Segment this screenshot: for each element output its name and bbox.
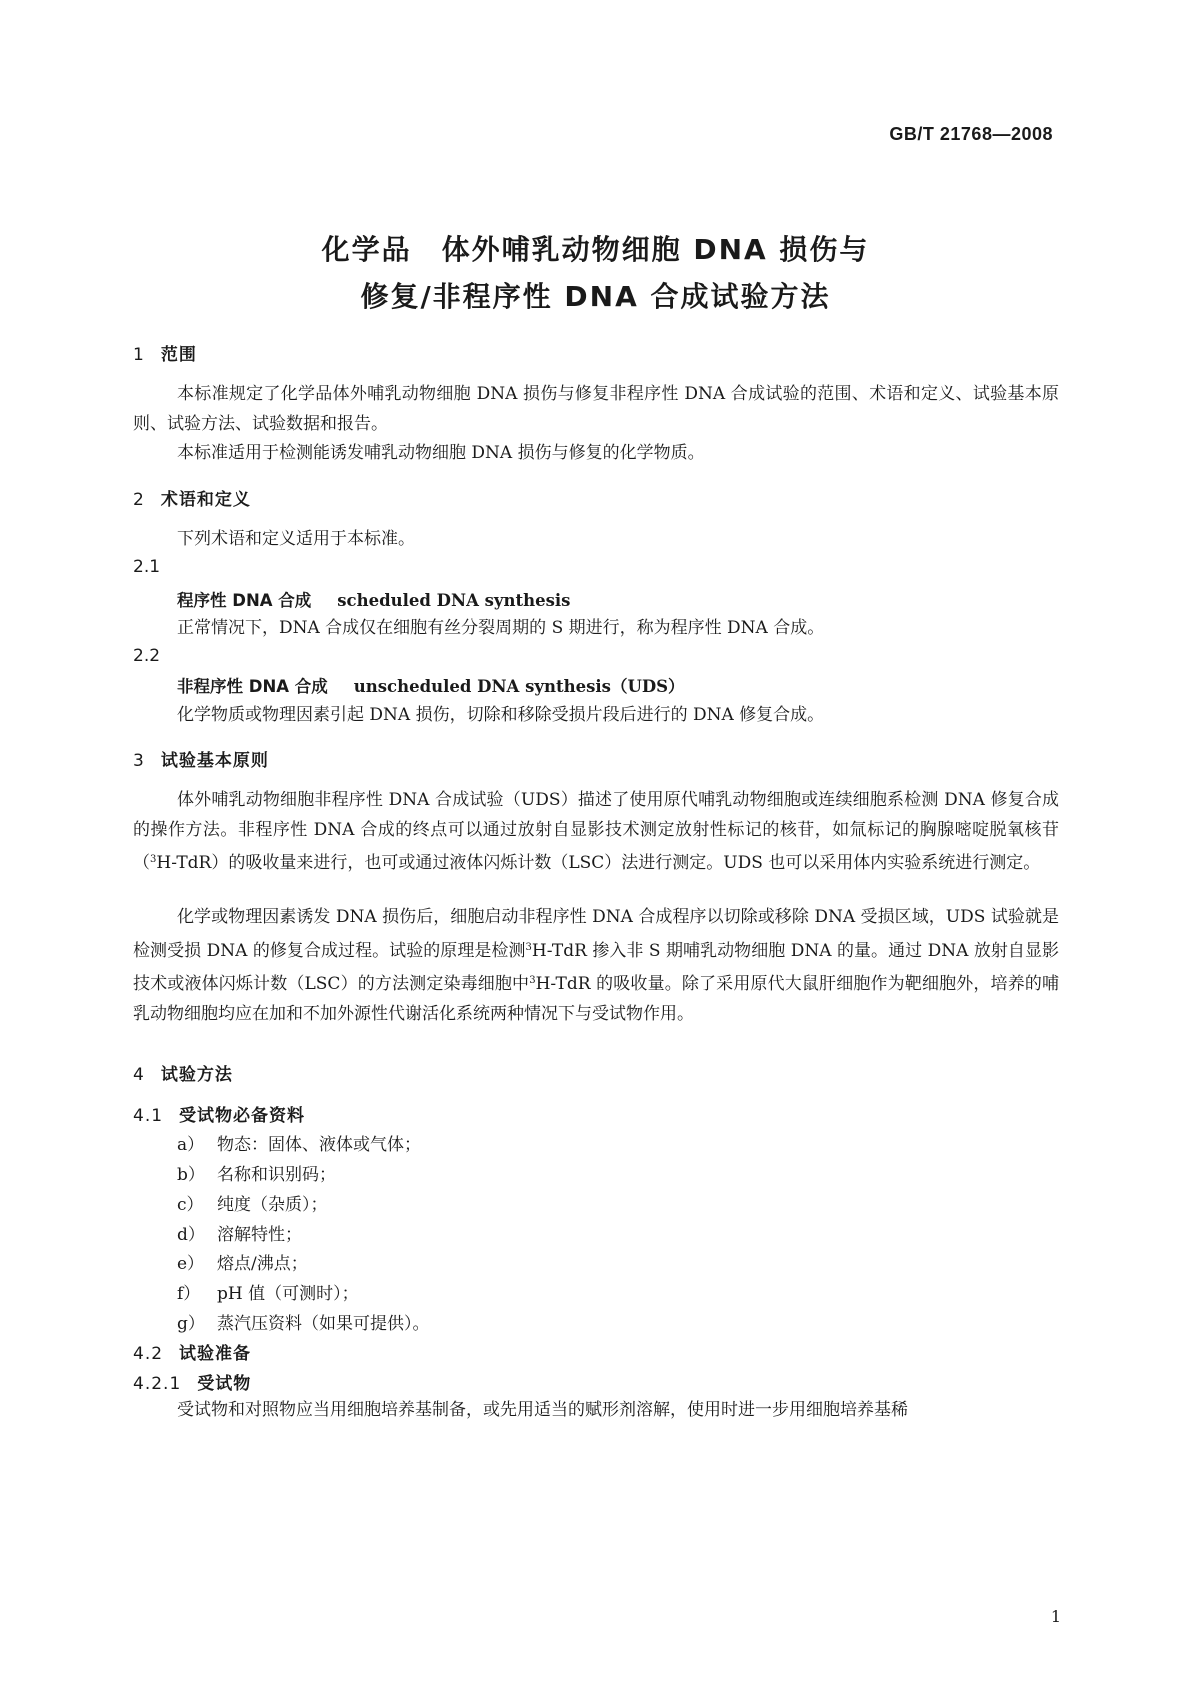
- section-3-paragraph-2: [133, 903, 1059, 1029]
- section-1-paragraph-1: 本标准规定了化学品体外哺乳动物细胞 DNA 损伤与修复非程序性 DNA 合成试验的范围、术语和定义、试验基本原则、试验方法、试验数据和报告。: [133, 384, 1059, 434]
- list-item: [177, 1220, 302, 1245]
- list-marker: g）: [177, 1314, 205, 1334]
- section-number: 4.1: [133, 1106, 164, 1126]
- list-text: 熔点/沸点；: [217, 1254, 308, 1274]
- term-chinese: 程序性 DNA 合成: [177, 591, 312, 610]
- section-title: 试验基本原则: [160, 751, 269, 771]
- list-marker: d）: [177, 1225, 205, 1245]
- text-run: H-TdR 掺入非 S 期哺乳动物细胞 DNA 的量。通过 DNA 放射自显影技术或液体闪烁计数（LSC）的方法测定染毒细胞中: [133, 940, 1059, 995]
- list-text: 蒸汽压资料（如果可提供）。: [217, 1314, 430, 1334]
- document-title-line-2: 修复/非程序性 DNA 合成试验方法: [360, 280, 831, 313]
- section-1-paragraph-2: 本标准适用于检测能诱发哺乳动物细胞 DNA 损伤与修复的化学物质。: [177, 443, 705, 463]
- section-number: 1: [133, 345, 145, 365]
- section-title: 范围: [160, 345, 197, 365]
- section-number: 4: [133, 1065, 145, 1085]
- list-text: pH 值（可测时）；: [217, 1284, 359, 1304]
- document-title-line-1: 化学品 体外哺乳动物细胞 DNA 损伤与: [321, 233, 870, 266]
- term-2-1: [177, 587, 570, 611]
- list-text: 物态：固体、液体或气体；: [217, 1135, 421, 1155]
- text-run: 体外哺乳动物细胞非程序性 DNA 合成试验（UDS）描述了使用原代哺乳动物细胞或连续细胞系检测 DNA 修复合成的操作方法。非程序性 DNA 合成的终点可以通过放射自显影技术测定放射性标记的核苷，如氚标记的胸腺嘧啶脱氧核苷（: [133, 790, 1059, 874]
- term-english: scheduled DNA synthesis: [337, 591, 571, 610]
- list-item: [177, 1130, 421, 1155]
- list-marker: b）: [177, 1165, 205, 1185]
- list-marker: a）: [177, 1135, 205, 1155]
- section-4-1-heading: [133, 1101, 305, 1126]
- list-item: [177, 1249, 308, 1274]
- section-4-2-1-heading: [133, 1369, 251, 1394]
- text-run: 化学或物理因素诱发 DNA 损伤后，细胞启动非程序性 DNA 合成程序以切除或移除 DNA 受损区域，UDS 试验就是检测受损 DNA 的修复合成过程。试验的原理是检测: [133, 907, 1059, 961]
- list-item: [177, 1309, 430, 1334]
- list-text: 溶解特性；: [217, 1225, 302, 1245]
- superscript: 3: [150, 854, 157, 866]
- section-number: 4.2: [133, 1344, 164, 1364]
- term-2-2-definition: 化学物质或物理因素引起 DNA 损伤，切除和移除受损片段后进行的 DNA 修复合成。: [177, 705, 825, 725]
- section-2-heading: [133, 485, 251, 510]
- term-2-2-number: 2.2: [133, 646, 161, 666]
- standard-code: GB/T 21768—2008: [889, 124, 1053, 144]
- text-run: H-TdR 的吸收量。除了采用原代大鼠肝细胞作为靶细胞外，培养的哺乳动物细胞均应在加和不加外源性代谢活化系统两种情况下与受试物作用。: [133, 974, 1059, 1024]
- section-4-2-heading: [133, 1339, 251, 1364]
- section-1-heading: [133, 340, 197, 365]
- list-marker: c）: [177, 1195, 204, 1215]
- term-2-2: [177, 673, 685, 697]
- list-text: 名称和识别码；: [217, 1165, 336, 1185]
- text-run: H-TdR）的吸收量来进行，也可或通过液体闪烁计数（LSC）法进行测定。UDS 也可以采用体内实验系统进行测定。: [156, 853, 1041, 874]
- section-2-paragraph-1: 下列术语和定义适用于本标准。: [177, 529, 415, 549]
- list-item: [177, 1160, 336, 1185]
- list-marker: f）: [177, 1284, 201, 1304]
- section-4-2-1-paragraph: 受试物和对照物应当用细胞培养基制备，或先用适当的赋形剂溶解，使用时进一步用细胞培养基稀: [177, 1400, 908, 1420]
- page-number: 1: [1050, 1607, 1061, 1626]
- term-2-1-definition: 正常情况下，DNA 合成仅在细胞有丝分裂周期的 S 期进行，称为程序性 DNA 合成。: [177, 618, 825, 638]
- list-marker: e）: [177, 1254, 205, 1274]
- section-number: 2: [133, 490, 145, 510]
- list-text: 纯度（杂质）；: [217, 1195, 328, 1215]
- section-4-heading: [133, 1060, 233, 1085]
- list-item: [177, 1279, 359, 1304]
- section-title: 试验方法: [160, 1065, 233, 1085]
- list-item: [177, 1190, 328, 1215]
- section-title: 受试物: [197, 1374, 252, 1394]
- superscript: 3: [529, 975, 536, 987]
- section-title: 术语和定义: [160, 490, 251, 510]
- term-english: unscheduled DNA synthesis（UDS）: [353, 677, 685, 696]
- term-2-1-number: 2.1: [133, 557, 161, 577]
- section-number: 4.2.1: [133, 1374, 182, 1394]
- section-3-heading: [133, 746, 269, 771]
- section-3-paragraph-1: [133, 786, 1059, 879]
- term-chinese: 非程序性 DNA 合成: [177, 677, 328, 696]
- superscript: 3: [525, 941, 532, 953]
- section-title: 试验准备: [179, 1344, 252, 1364]
- section-number: 3: [133, 751, 145, 771]
- section-title: 受试物必备资料: [179, 1106, 306, 1126]
